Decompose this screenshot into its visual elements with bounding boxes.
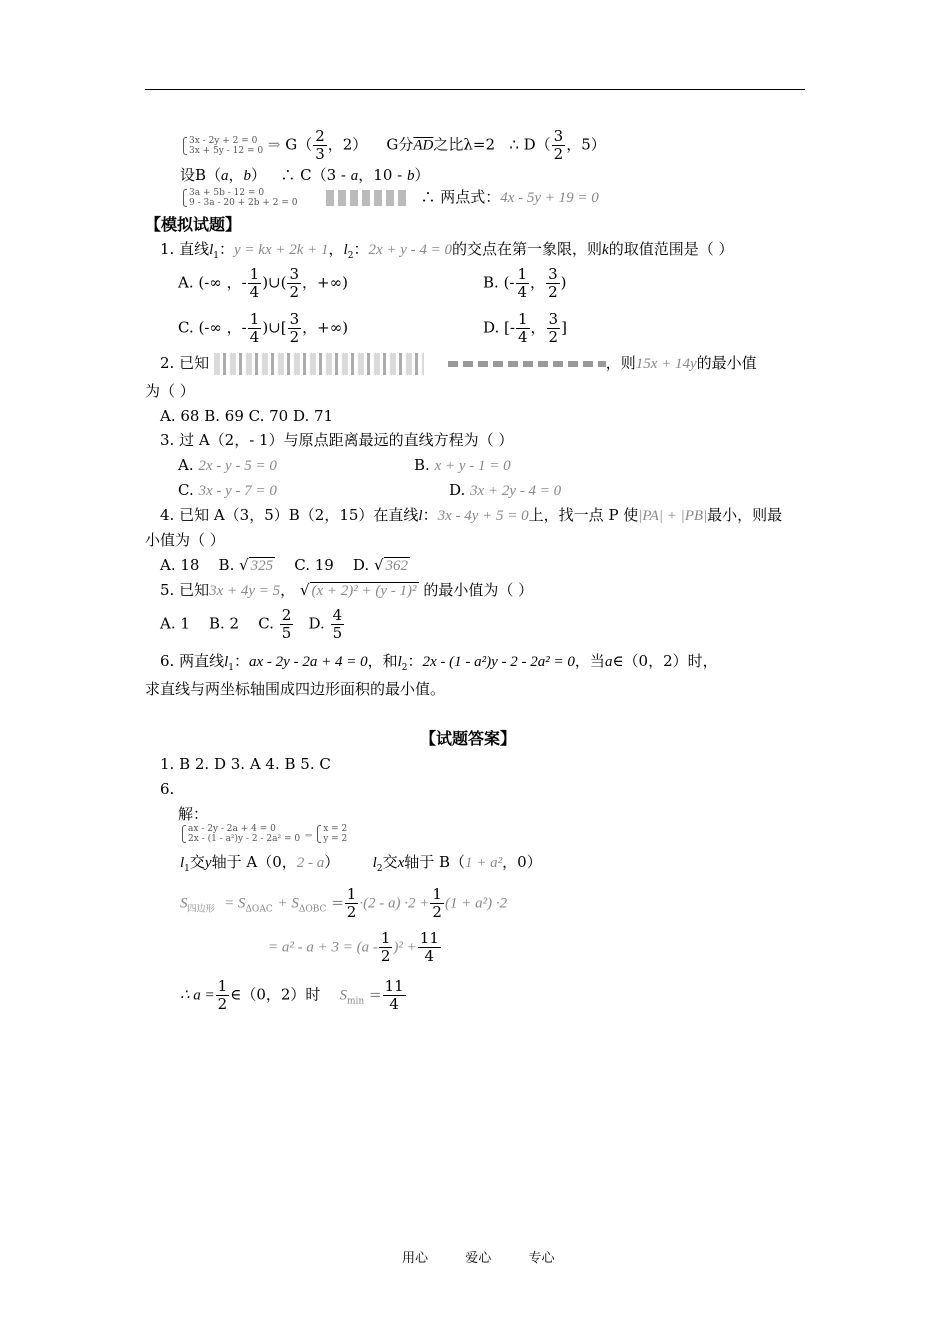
var-a: a <box>604 654 613 670</box>
footer-text: 爱心 <box>465 1251 492 1266</box>
fraction: $\frac{2}{5}$ <box>281 606 292 642</box>
option-text: x + y - 1 = 0 <box>434 458 511 474</box>
implies-arrow: ⇒ <box>304 831 313 841</box>
option-label: D. <box>352 556 370 574</box>
point-c-label: ∴ C（3 - <box>280 166 351 184</box>
equation-l1: ax - 2y - 2a + 4 = 0 <box>249 654 368 670</box>
colon: ： <box>407 652 423 670</box>
math-text: = <box>369 985 382 1004</box>
sqrt-value: 362 <box>385 558 408 574</box>
math-text: = a² - a + 3 = (a - <box>268 939 378 956</box>
derivation-line-g <box>183 128 606 163</box>
implies-arrow: ⇒ <box>267 135 281 154</box>
option-c: C. 19 <box>294 556 334 574</box>
colon: ： <box>234 652 250 670</box>
paren-close: ） <box>414 166 430 184</box>
text: 轴于 A（0， <box>211 853 297 871</box>
option-a: A. 18 <box>160 556 200 574</box>
sqrt-value: 325 <box>250 558 274 574</box>
line-l2: l <box>343 242 348 258</box>
q3-option-d <box>449 480 561 501</box>
paren-close: ） <box>251 166 267 184</box>
q1-tail2: 的取值范围是（ ） <box>608 240 734 258</box>
answers-line-1: 1. B 2. D 3. A 4. B 5. C <box>160 755 331 773</box>
option-label: A. <box>178 273 194 292</box>
option-text: (- <box>503 273 515 292</box>
q1-option-b <box>483 266 566 301</box>
solution-system <box>182 823 347 844</box>
constraint-equation: 3x + 4y = 5 <box>209 583 281 599</box>
intercepts-line <box>180 852 542 874</box>
q3-option-a <box>178 455 277 476</box>
sqrt-expression: (x + 2)² + (y - 1)² <box>311 583 417 599</box>
area-symbol: S <box>180 895 188 912</box>
text: ） <box>324 853 340 871</box>
option-label: C. <box>178 481 194 499</box>
q2-tail: ，则 <box>605 354 636 372</box>
q2-options: A. 68 B. 69 C. 70 D. 71 <box>160 407 334 425</box>
line-l2: l <box>372 855 377 871</box>
point-g-tail: ，2） <box>327 135 368 154</box>
var-a: a <box>350 168 359 184</box>
derivation-line-b <box>180 165 430 186</box>
subscript: min <box>347 996 365 1007</box>
intercept-value: 2 - a <box>296 855 325 871</box>
option-text: )∪( <box>262 273 287 292</box>
point-c-mid: ，10 - <box>358 166 407 184</box>
answers-heading: 【试题答案】 <box>420 729 517 748</box>
q1-text: 1. 直线 <box>160 240 210 258</box>
footer <box>402 1249 554 1269</box>
option-text: ] <box>561 318 567 337</box>
point-d-label: ∴ D（ <box>509 135 551 154</box>
vector-ad: $\overline{AD}$ <box>413 137 434 154</box>
q6-text: 6. 两直线 <box>160 652 225 670</box>
option-label: D. <box>483 318 500 337</box>
ratio-tail: 之比λ=2 <box>433 135 495 154</box>
option-label: D. <box>308 614 325 633</box>
equation-l2: 2x + y - 4 = 0 <box>368 242 453 258</box>
question-6 <box>160 651 718 673</box>
option-label: A. <box>178 456 194 474</box>
option-text: (-∞ ，- <box>198 318 247 337</box>
area-equation-line-2 <box>268 930 442 965</box>
when-text: ，当 <box>574 652 605 670</box>
answers-line-2: 6. <box>160 780 175 798</box>
mock-test-heading: 【模拟试题】 <box>145 215 242 234</box>
equation-l2: 2x - (1 - a²)y - 2 - 2a² = 0 <box>422 654 575 670</box>
system-line: 3x - 2y + 2 = 0 <box>189 135 258 146</box>
q4-text: 4. 已知 A（3，5）B（2，15）在直线 <box>160 506 419 524</box>
system-line: 3a + 5b - 12 = 0 <box>189 188 265 198</box>
text: 交 <box>382 853 398 871</box>
fraction: $\frac{1}{4}$ <box>249 310 260 346</box>
math-text: ∈（0，2）时 <box>230 985 321 1004</box>
fraction: $\frac{3}{2}$ <box>289 310 300 346</box>
conclusion-line <box>180 978 407 1013</box>
math-text: ·(2 - a) ·2 + <box>359 895 430 912</box>
equation-system-1 <box>183 136 263 156</box>
let-b-label: 设B（ <box>180 166 222 184</box>
subscript: 1 <box>228 663 234 673</box>
system-line: 3x + 5y - 12 = 0 <box>189 145 264 156</box>
fraction: $\frac{1}{2}$ <box>217 977 228 1013</box>
text: 交 <box>189 853 205 871</box>
fraction: $\frac{1}{4}$ <box>517 310 528 346</box>
subscript: 1 <box>184 864 190 874</box>
option-text: ，+∞) <box>302 318 349 337</box>
math-text: = S <box>224 895 246 912</box>
q4-tail: 上，找一点 P 使 <box>528 506 639 524</box>
option-text: (-∞ ，- <box>198 273 247 292</box>
fraction: $\frac{1}{2}$ <box>346 885 357 921</box>
line-l2: l <box>397 654 402 670</box>
line-l1: l <box>180 855 185 871</box>
equation-system-2 <box>183 188 298 208</box>
option-label: B. <box>218 556 235 574</box>
subscript: ΔOAC <box>245 904 273 915</box>
q2-line-2: 为（ ） <box>145 382 195 400</box>
system-line: 2x - (1 - a²)y - 2 - 2a² = 0 <box>188 834 301 844</box>
math-text: = <box>331 893 344 912</box>
intercept-value: 1 + a² <box>465 855 503 871</box>
text: 轴于 B（ <box>404 853 466 871</box>
subscript: 四边形 <box>187 904 215 915</box>
fraction: $\frac{1}{2}$ <box>432 885 442 921</box>
option-text: )∪[ <box>262 318 287 337</box>
colon: ： <box>219 240 235 258</box>
question-3: 3. 过 A（2，- 1）与原点距离最远的直线方程为（ ） <box>160 431 514 449</box>
option-a: A. 1 <box>160 614 190 633</box>
math-text: (1 + a²) ·2 <box>444 895 508 912</box>
colon: ： <box>353 240 369 258</box>
q3-option-b <box>414 455 511 476</box>
solution-label: 解： <box>178 805 209 823</box>
fraction: $\frac{3}{2}$ <box>548 310 559 346</box>
line-l1: l <box>224 654 229 670</box>
line-l: l <box>418 508 423 524</box>
subscript: 2 <box>376 864 383 874</box>
option-label: B. <box>483 273 499 292</box>
two-point-label: ∴ 两点式： <box>420 188 501 206</box>
var-b: b <box>243 168 252 184</box>
q3-option-c <box>178 480 277 501</box>
colon: ： <box>422 506 438 524</box>
option-text: ) <box>560 273 567 292</box>
area-symbol: S <box>339 987 347 1004</box>
question-4 <box>160 505 782 526</box>
equation-l1: y = kx + 2k + 1 <box>234 242 329 258</box>
option-b: B. 2 <box>209 614 240 633</box>
fraction: $\frac{2}{3}$ <box>315 127 325 163</box>
q4-tail2: 最小，则最 <box>707 506 783 524</box>
system-line: x = 2 <box>323 824 348 834</box>
q5-text: 5. 已知 <box>160 581 210 599</box>
question-5: 5. 已知3x + 4y = 5， √ (x + 2)² + (y - 1)² 的最小值为（ ） <box>160 581 534 599</box>
q1-tail: 的交点在第一象限，则 <box>452 240 603 258</box>
q1-option-a <box>178 266 348 301</box>
solution-values <box>317 824 347 844</box>
blurred-constraint-image <box>214 353 424 375</box>
option-label: D. <box>449 481 466 499</box>
option-label: B. <box>414 456 430 474</box>
area-equation-line-1 <box>180 886 507 921</box>
var-a: a <box>221 168 229 184</box>
q5-options <box>160 607 345 642</box>
text: ，0） <box>502 853 542 871</box>
var-b: b <box>406 168 415 184</box>
comma: ， <box>280 581 296 599</box>
q5-tail: 的最小值为（ ） <box>423 581 534 599</box>
var-k: k <box>602 242 609 258</box>
option-text: ， <box>530 318 546 337</box>
header-rule <box>145 89 805 90</box>
line-equation: 3x - 4y + 5 = 0 <box>437 508 529 524</box>
option-text: 3x + 2y - 4 = 0 <box>470 483 562 499</box>
footer-text: 用心 <box>402 1251 429 1266</box>
subscript: 2 <box>347 251 354 261</box>
fraction: $\frac{4}{5}$ <box>332 606 343 642</box>
equation-system-3 <box>182 824 300 844</box>
var-x: x <box>397 855 405 871</box>
q1-option-c <box>178 311 348 346</box>
fraction: $\frac{1}{2}$ <box>380 929 391 965</box>
option-label: C. <box>178 318 194 337</box>
question-2 <box>160 353 757 375</box>
comma: ， <box>328 240 344 258</box>
distance-expression: |PA| + |PB| <box>638 508 708 524</box>
system-line: ax - 2y - 2a + 4 = 0 <box>188 824 276 834</box>
objective-expression: 15x + 14y <box>635 356 697 372</box>
math-text: )² + <box>393 939 417 956</box>
separator: ， <box>228 166 244 184</box>
math-text: ∴ a = <box>180 987 215 1004</box>
blurred-constraint-image <box>448 361 606 367</box>
derivation-line-two-point <box>183 187 599 208</box>
system-line: y = 2 <box>323 834 348 844</box>
option-text: 2x - y - 5 = 0 <box>198 458 277 474</box>
point-d-tail: ，5） <box>566 135 606 154</box>
two-point-equation: 4x - 5y + 19 = 0 <box>500 190 599 206</box>
q4-line-2: 小值为（ ） <box>145 531 225 549</box>
blurred-solution-image <box>326 190 406 206</box>
option-text: [- <box>504 318 515 337</box>
interval-text: ∈（0，2）时， <box>612 652 718 670</box>
option-label: C. <box>258 614 274 633</box>
fraction: $\frac{11}{4}$ <box>419 929 439 965</box>
and-text: ，和 <box>367 652 398 670</box>
option-text: ，+∞) <box>302 273 348 292</box>
q4-options: A. 18 B. √ 325 C. 19 D. √ 362 <box>160 556 408 574</box>
fraction: $\frac{11}{4}$ <box>384 977 404 1013</box>
fraction: $\frac{1}{4}$ <box>249 265 260 301</box>
footer-text: 专心 <box>528 1251 555 1266</box>
math-text: + S <box>277 895 299 912</box>
fraction: $\frac{1}{4}$ <box>517 265 528 301</box>
point-g-label: G（ <box>285 135 313 154</box>
subscript: 2 <box>401 663 408 673</box>
question-1 <box>160 239 733 261</box>
ratio-text: G分 <box>386 135 414 154</box>
line-l1: l <box>209 242 214 258</box>
fraction: $\frac{3}{2}$ <box>553 127 564 163</box>
fraction: $\frac{3}{2}$ <box>548 265 558 301</box>
q2-tail2: 的最小值 <box>696 354 757 372</box>
var-y: y <box>204 855 212 871</box>
q2-text: 2. 已知 <box>160 354 210 372</box>
subscript: 1 <box>213 251 219 261</box>
fraction: $\frac{3}{2}$ <box>289 265 300 301</box>
system-line: 9 - 3a - 20 + 2b + 2 = 0 <box>189 198 298 208</box>
option-text: 3x - y - 7 = 0 <box>198 483 277 499</box>
q1-option-d <box>483 311 567 346</box>
subscript: ΔOBC <box>298 904 327 915</box>
q6-line-2: 求直线与两坐标轴围成四边形面积的最小值。 <box>145 680 446 698</box>
option-text: ， <box>530 273 546 292</box>
